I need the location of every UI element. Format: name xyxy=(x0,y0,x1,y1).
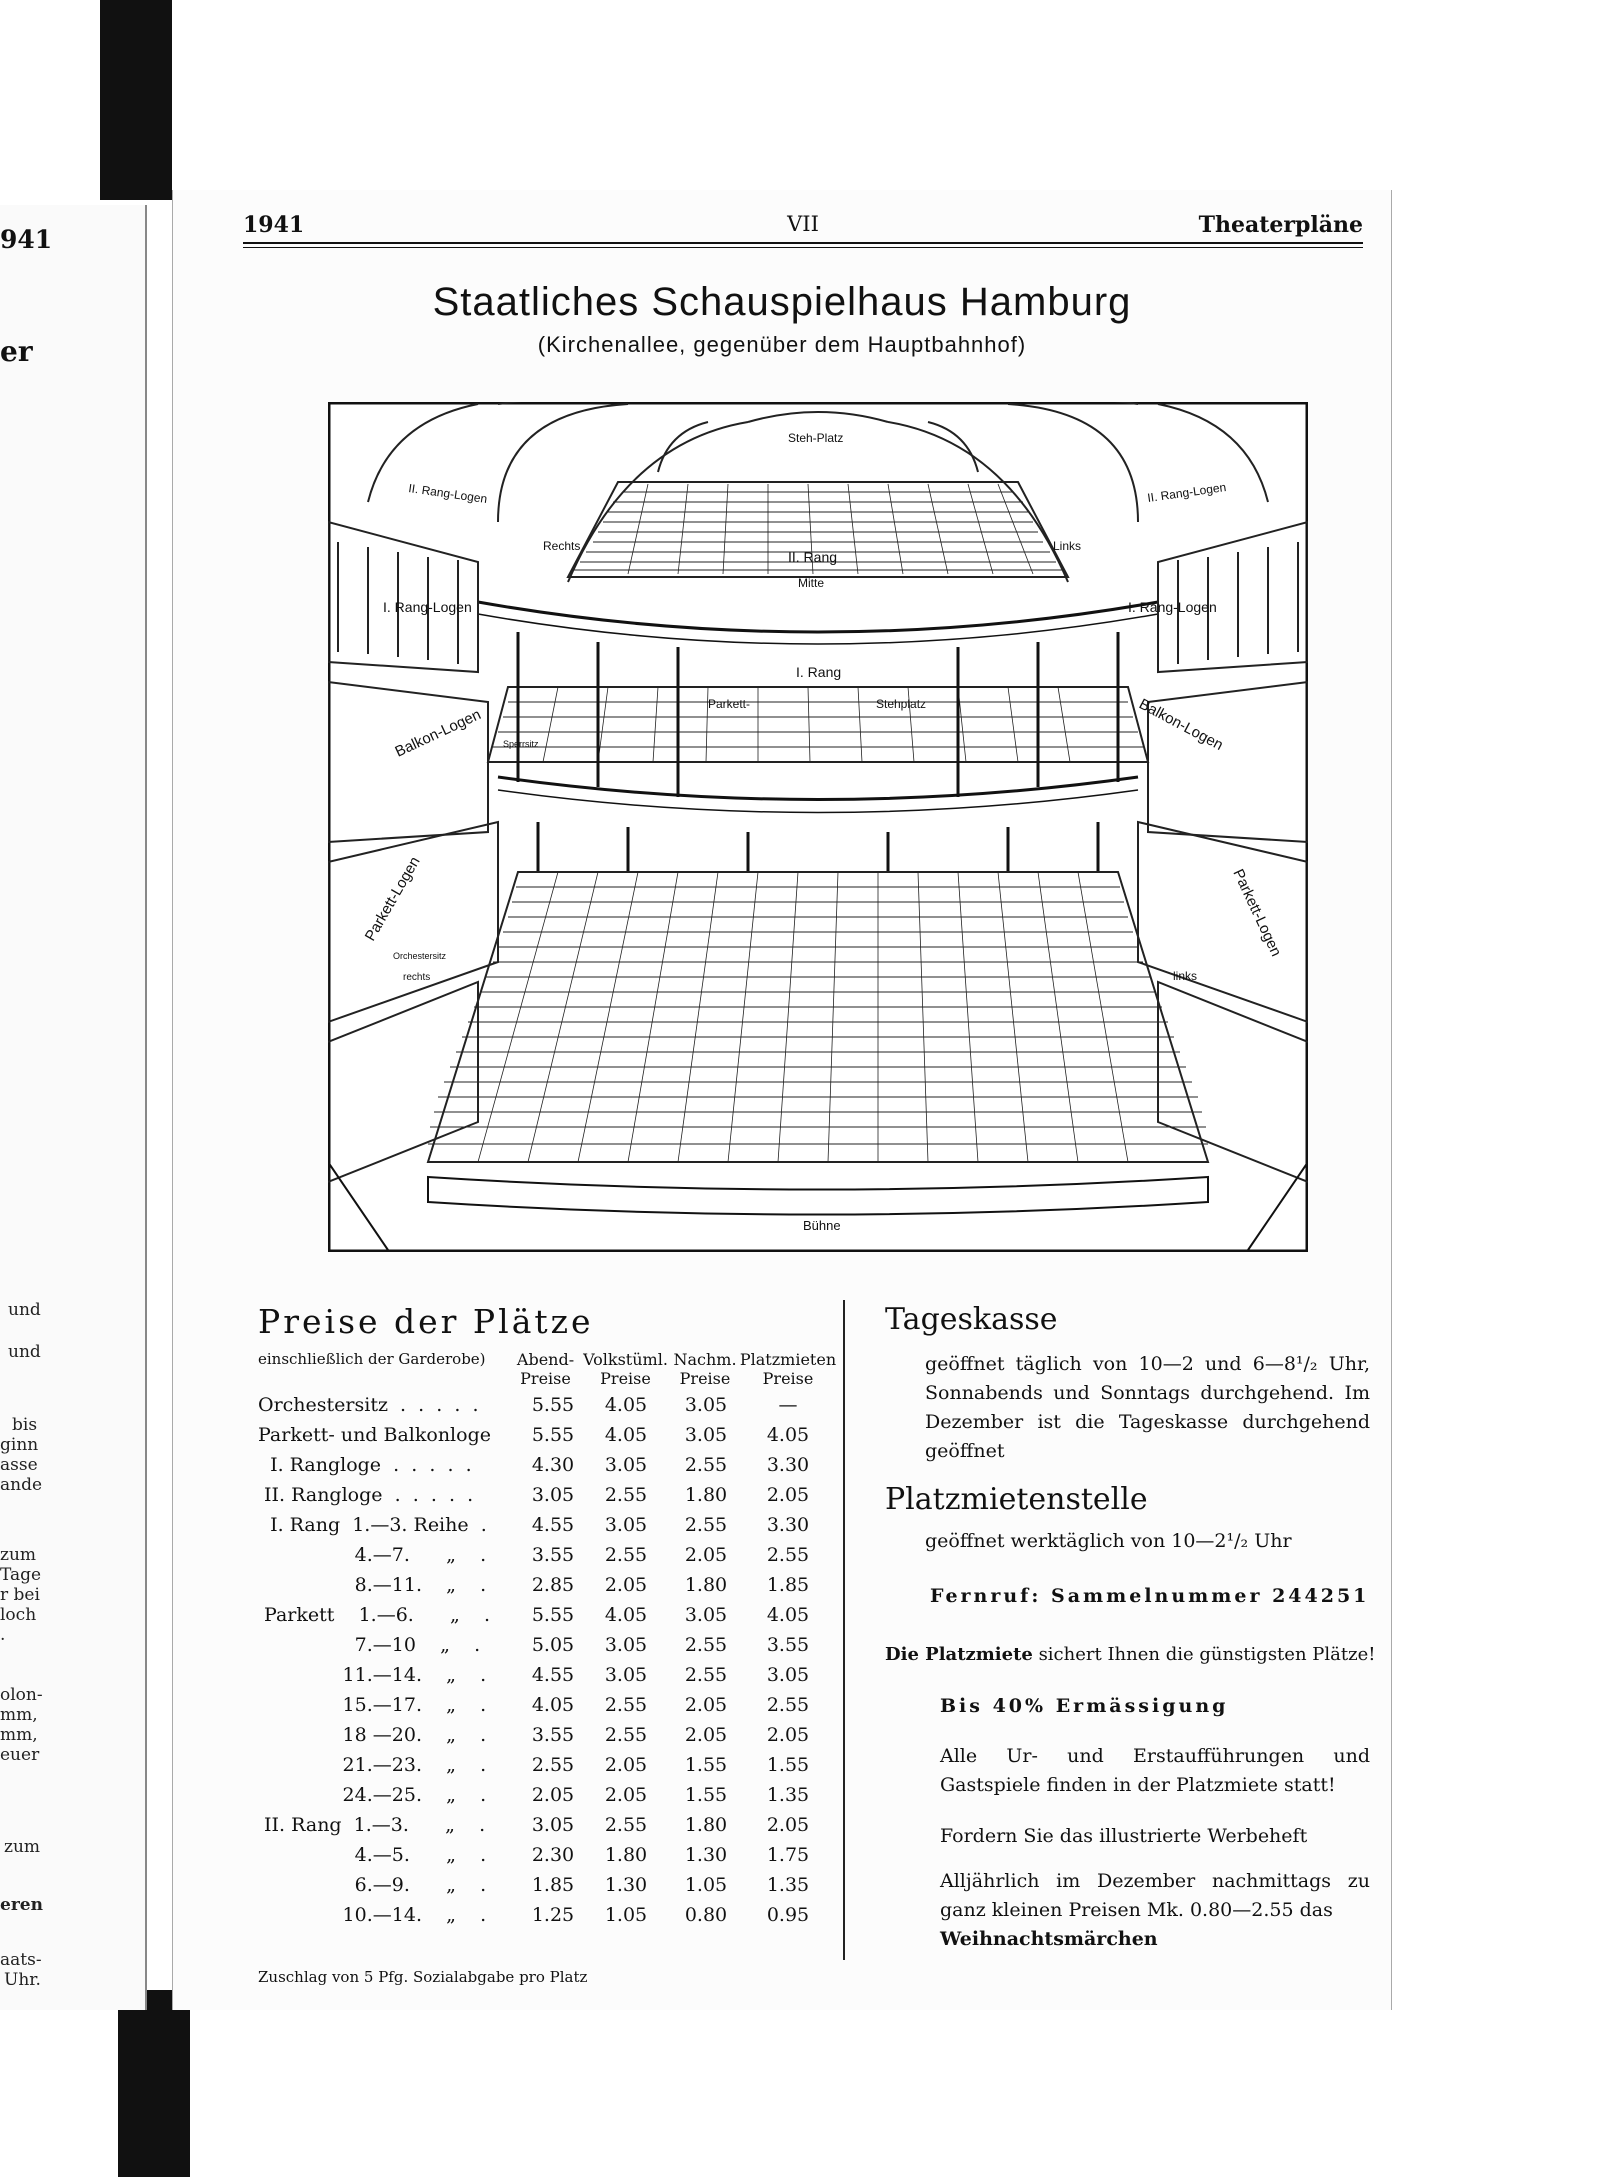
left-text-fragment: r bei xyxy=(0,1585,40,1605)
price-row xyxy=(258,1484,838,1514)
price-cell: 1.55 xyxy=(684,1754,728,1776)
price-cell: 2.55 xyxy=(684,1454,728,1476)
price-cell: 1.35 xyxy=(766,1874,810,1896)
label-rechts: rechts xyxy=(403,972,431,983)
platzmiete-paragraph-1: Alle Ur- und Erstaufführungen und Gastspiele finden in der Platzmiete statt! xyxy=(940,1745,1370,1796)
label-stehplatz: Stehplatz xyxy=(876,697,927,711)
price-cell: 1.30 xyxy=(684,1844,728,1866)
price-cell: 4.55 xyxy=(531,1514,575,1536)
price-row-label: 4.—7. „ . xyxy=(258,1544,487,1566)
scan-binding-bar-bottom xyxy=(118,1990,190,2177)
price-cell: 4.05 xyxy=(766,1604,810,1626)
header-year: 1941 xyxy=(243,212,305,238)
tageskasse-heading: Tageskasse xyxy=(885,1302,1058,1337)
price-cell: 1.75 xyxy=(766,1844,810,1866)
seating-plan-illustration xyxy=(328,402,1308,1252)
left-text-fragment: mm, xyxy=(0,1725,38,1745)
price-cell: 2.05 xyxy=(604,1784,648,1806)
platzmiete-paragraph-3 xyxy=(940,1867,1370,1954)
price-cell: 3.05 xyxy=(604,1454,648,1476)
price-cell: 4.05 xyxy=(604,1394,648,1416)
price-row-label: Parkett- und Balkonloge xyxy=(258,1424,491,1446)
label-ii-rang: II. Rang xyxy=(788,549,838,565)
price-row-label: 8.—11. „ . xyxy=(258,1574,487,1596)
label-i-rang: I. Rang xyxy=(796,664,842,680)
label-links-top: Links xyxy=(1053,539,1082,553)
left-text-fragment: bis xyxy=(12,1415,38,1435)
price-row-label: 6.—9. „ . xyxy=(258,1874,487,1896)
col-header-platzmieten: Platzmieten Preise xyxy=(739,1350,837,1388)
price-cell: 2.55 xyxy=(766,1544,810,1566)
price-cell: 2.55 xyxy=(604,1544,648,1566)
price-row xyxy=(258,1844,838,1874)
price-row-label: 11.—14. „ . xyxy=(258,1664,487,1686)
price-cell: 1.80 xyxy=(684,1814,728,1836)
page-subtitle: (Kirchenallee, gegenüber dem Hauptbahnhof) xyxy=(537,332,1027,357)
price-cell: 2.55 xyxy=(604,1484,648,1506)
price-cell: — xyxy=(778,1394,798,1416)
price-cell: 5.05 xyxy=(531,1634,575,1656)
label-links: links xyxy=(1173,969,1198,983)
price-cell: 0.95 xyxy=(766,1904,810,1926)
price-cell: 2.55 xyxy=(684,1664,728,1686)
label-mitte: Mitte xyxy=(798,576,825,590)
left-text-fragment: euer xyxy=(0,1745,40,1765)
price-row xyxy=(258,1754,838,1784)
price-cell: 4.05 xyxy=(604,1604,648,1626)
price-row xyxy=(258,1664,838,1694)
price-row xyxy=(258,1574,838,1604)
price-row-label: 4.—5. „ . xyxy=(258,1844,487,1866)
price-row-label: I. Rang 1.—3. Reihe . xyxy=(258,1514,487,1536)
price-cell: 4.30 xyxy=(531,1454,575,1476)
price-row-label: II. Rangloge . . . . . xyxy=(258,1484,474,1506)
price-cell: 1.05 xyxy=(684,1874,728,1896)
price-row-label: 24.—25. „ . xyxy=(258,1784,487,1806)
price-cell: 3.05 xyxy=(604,1514,648,1536)
label-rechts-top: Rechts xyxy=(543,539,581,553)
price-cell: 2.05 xyxy=(766,1814,810,1836)
label-ii-rang-logen-left: II. Rang-Logen xyxy=(1146,480,1228,505)
col-header-nachmittag: Nachm. Preise xyxy=(673,1350,737,1388)
label-i-rang-logen-left: I. Rang-Logen xyxy=(1128,599,1217,615)
price-cell: 2.05 xyxy=(684,1694,728,1716)
platzmiete-slogan xyxy=(885,1640,1385,1669)
price-cell: 1.85 xyxy=(531,1874,575,1896)
label-parkett-logen-left: Parkett-Logen xyxy=(1229,866,1285,960)
left-text-fragment: aats- xyxy=(0,1950,42,1970)
price-cell: 1.25 xyxy=(531,1904,575,1926)
platzmieten-text: geöffnet werktäglich von 10—2¹/₂ Uhr xyxy=(925,1530,1292,1552)
price-cell: 3.55 xyxy=(766,1634,810,1656)
left-text-fragment: loch xyxy=(0,1605,37,1625)
price-cell: 4.05 xyxy=(604,1424,648,1446)
header-rule xyxy=(243,242,1363,244)
col-header-abend: Abend- Preise xyxy=(516,1350,575,1388)
price-row xyxy=(258,1694,838,1724)
page-title: Staatliches Schauspielhaus Hamburg xyxy=(432,280,1132,324)
label-sperrsitz: Sperrsitz xyxy=(503,739,539,749)
price-cell: 1.80 xyxy=(604,1844,648,1866)
price-cell: 3.05 xyxy=(766,1664,810,1686)
price-cell: 3.05 xyxy=(604,1634,648,1656)
price-row-label: 21.—23. „ . xyxy=(258,1754,487,1776)
price-cell: 2.05 xyxy=(684,1544,728,1566)
left-text-fragment: mm, xyxy=(0,1705,38,1725)
price-cell: 2.05 xyxy=(604,1574,648,1596)
label-ii-rang-logen-right: II. Rang-Logen xyxy=(407,481,489,507)
price-row xyxy=(258,1394,838,1424)
prices-footnote: Zuschlag von 5 Pfg. Sozialabgabe pro Platz xyxy=(258,1968,588,1986)
left-text-fragment: ginn xyxy=(0,1435,39,1455)
scan-binding-bar xyxy=(100,0,172,200)
column-separator xyxy=(843,1300,845,1960)
price-cell: 2.05 xyxy=(604,1754,648,1776)
prices-subheading: einschließlich der Garderobe) xyxy=(258,1350,486,1368)
price-cell: 2.55 xyxy=(531,1754,575,1776)
left-text-fragment: ande xyxy=(0,1475,43,1495)
price-cell: 1.85 xyxy=(766,1574,810,1596)
price-cell: 1.30 xyxy=(604,1874,648,1896)
price-cell: 2.05 xyxy=(684,1724,728,1746)
left-text-fragment: asse xyxy=(0,1455,38,1475)
price-cell: 3.30 xyxy=(766,1454,810,1476)
price-cell: 3.30 xyxy=(766,1514,810,1536)
platzmiete-slogan-rest: sichert Ihnen die günstigsten Plätze! xyxy=(1032,1644,1376,1665)
price-cell: 1.05 xyxy=(604,1904,648,1926)
price-cell: 3.05 xyxy=(684,1604,728,1626)
left-text-fragment: und xyxy=(8,1342,41,1362)
header-page-number: VII xyxy=(787,212,819,236)
weihnachtsmaerchen: Weihnachtsmärchen xyxy=(940,1928,1158,1950)
left-text-fragment: zum xyxy=(4,1837,41,1857)
price-row-label: 18 —20. „ . xyxy=(258,1724,487,1746)
price-row-label: II. Rang 1.—3. „ . xyxy=(258,1814,486,1836)
info-column xyxy=(885,1302,1376,1950)
running-header xyxy=(243,210,1363,244)
price-cell: 5.55 xyxy=(531,1424,575,1446)
price-cell: 1.80 xyxy=(684,1574,728,1596)
price-cell: 2.55 xyxy=(604,1724,648,1746)
price-cell: 3.05 xyxy=(684,1394,728,1416)
label-stehplatz-top: Steh-Platz xyxy=(788,431,844,445)
left-page-heading-fragment: er xyxy=(0,335,33,368)
price-row xyxy=(258,1454,838,1484)
price-cell: 0.80 xyxy=(684,1904,728,1926)
price-row xyxy=(258,1634,838,1664)
left-text-fragment: . xyxy=(0,1625,6,1645)
price-row-label: 15.—17. „ . xyxy=(258,1694,487,1716)
price-row-label: 10.—14. „ . xyxy=(258,1904,487,1926)
left-text-fragment: Uhr. xyxy=(4,1970,41,1990)
price-cell: 5.55 xyxy=(531,1394,575,1416)
ermaessigung-line: Bis 40% Ermässigung xyxy=(940,1695,1229,1717)
price-cell: 3.05 xyxy=(684,1424,728,1446)
price-cell: 2.05 xyxy=(531,1784,575,1806)
price-row xyxy=(258,1514,838,1544)
header-section: Theaterpläne xyxy=(1198,212,1363,238)
left-facing-page xyxy=(0,205,147,2010)
price-cell: 1.55 xyxy=(766,1754,810,1776)
price-row xyxy=(258,1424,838,1454)
price-cell: 4.55 xyxy=(531,1664,575,1686)
price-row xyxy=(258,1814,838,1844)
price-cell: 3.55 xyxy=(531,1724,575,1746)
price-cell: 5.55 xyxy=(531,1604,575,1626)
price-cell: 2.55 xyxy=(684,1514,728,1536)
left-text-fragment: Tage xyxy=(0,1565,42,1585)
fernruf-line: Fernruf: Sammelnummer 244251 xyxy=(930,1585,1370,1607)
price-cell: 4.05 xyxy=(766,1424,810,1446)
price-row-label: 7.—10 „ . xyxy=(258,1634,481,1656)
left-text-fragment: olon- xyxy=(0,1685,43,1705)
price-cell: 4.05 xyxy=(531,1694,575,1716)
price-row xyxy=(258,1904,838,1934)
label-parkett: Parkett- xyxy=(708,697,751,711)
price-cell: 3.55 xyxy=(531,1544,575,1566)
label-balkon-logen-right: Balkon-Logen xyxy=(392,706,484,761)
price-row xyxy=(258,1724,838,1754)
label-orchestersitz: Orchestersitz xyxy=(393,951,447,961)
price-row xyxy=(258,1874,838,1904)
prices-section xyxy=(258,1302,838,1926)
platzmiete-paragraph-2: Fordern Sie das illustrierte Werbeheft xyxy=(940,1825,1308,1847)
price-cell: 1.35 xyxy=(766,1784,810,1806)
left-text-fragment: eren xyxy=(0,1895,43,1915)
price-cell: 1.80 xyxy=(684,1484,728,1506)
label-parkett-logen-right: Parkett-Logen xyxy=(361,853,424,944)
platzmiete-slogan-bold: Die Platzmiete xyxy=(885,1644,1033,1665)
label-i-rang-logen-right: I. Rang-Logen xyxy=(383,599,472,615)
price-cell: 2.55 xyxy=(604,1694,648,1716)
price-cell: 2.05 xyxy=(766,1484,810,1506)
price-cell: 2.55 xyxy=(766,1694,810,1716)
price-row xyxy=(258,1544,838,1574)
price-row-label: Parkett 1.—6. „ . xyxy=(258,1604,491,1626)
price-cell: 2.30 xyxy=(531,1844,575,1866)
prices-heading: Preise der Plätze xyxy=(258,1302,594,1341)
left-text-fragment: und xyxy=(8,1300,41,1320)
price-row-label: I. Rangloge . . . . . xyxy=(258,1454,472,1476)
theater-plan-page xyxy=(172,190,1392,2010)
label-balkon-logen-left: Balkon-Logen xyxy=(1136,695,1226,754)
platzmiete-paragraph-3-text: Alljährlich im Dezember nachmittags zu ganz kleinen Preisen Mk. 0.80—2.55 das xyxy=(940,1870,1370,1921)
price-cell: 2.55 xyxy=(604,1814,648,1836)
price-row xyxy=(258,1784,838,1814)
price-cell: 3.05 xyxy=(531,1484,575,1506)
price-cell: 3.05 xyxy=(604,1664,648,1686)
left-text-fragment: zum xyxy=(0,1545,37,1565)
label-buehne: Bühne xyxy=(803,1218,841,1233)
price-cell: 1.55 xyxy=(684,1784,728,1806)
price-row-label: Orchestersitz . . . . . xyxy=(258,1394,479,1416)
tageskasse-text: geöffnet täglich von 10—2 und 6—8¹/₂ Uhr, Sonnabends und Sonntags durchgehend. Im Dezember ist die Tageskasse durchgehend geöffnet xyxy=(925,1353,1370,1462)
left-page-header: 941 xyxy=(0,225,53,254)
price-row xyxy=(258,1604,838,1634)
price-cell: 2.85 xyxy=(531,1574,575,1596)
seating-plan-drawing xyxy=(328,402,1308,1252)
price-cell: 3.05 xyxy=(531,1814,575,1836)
col-header-volkstuemlich: Volkstüml. Preise xyxy=(583,1350,668,1388)
price-cell: 2.05 xyxy=(766,1724,810,1746)
price-cell: 2.55 xyxy=(684,1634,728,1656)
platzmieten-heading: Platzmietenstelle xyxy=(885,1482,1148,1517)
header-rule-thin xyxy=(243,247,1363,248)
